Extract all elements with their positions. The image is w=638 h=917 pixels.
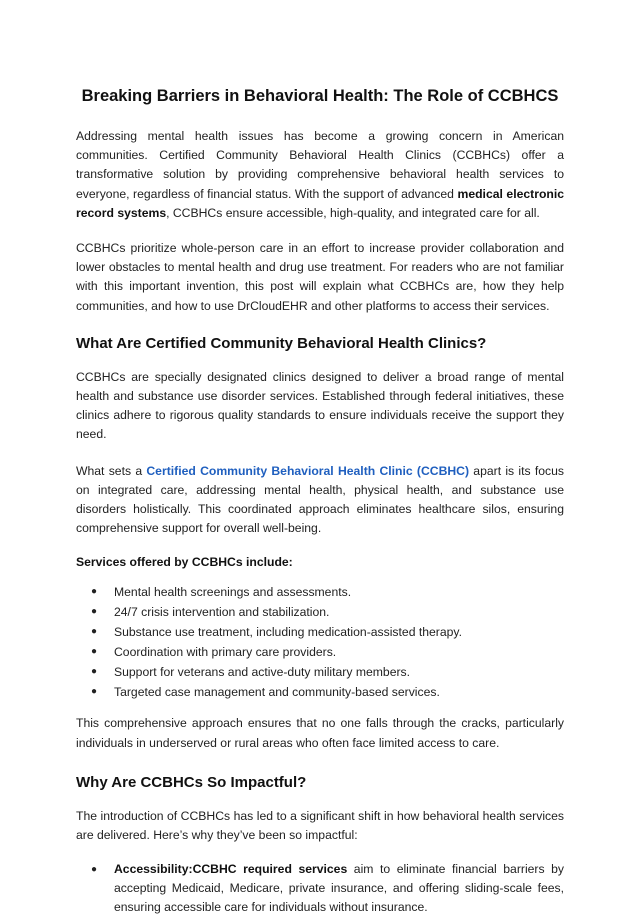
document-content — [76, 86, 564, 917]
intro-paragraph-1 — [76, 127, 564, 223]
section1-p2-text-a: What sets a — [76, 463, 147, 478]
services-list — [76, 582, 564, 702]
bullet-icon: ● — [91, 864, 98, 876]
list-item: ● Targeted case management and community-based services. — [76, 682, 564, 702]
section-heading-what-are-ccbhcs: What Are Certified Community Behavioral Health Clinics? — [76, 334, 487, 352]
list-item: ● Substance use treatment, including medication-assisted therapy. — [76, 622, 564, 642]
page-title: Breaking Barriers in Behavioral Health: The Role of CCBHCS — [81, 87, 559, 105]
accessibility-text: aim to eliminate financial barriers by accepting Medicaid, Medicare, private insurance, and offering sliding-scale fees, ensuring accessible care for individuals without insurance. — [114, 862, 565, 915]
bullet-icon: ● — [91, 646, 98, 658]
list-item: ● Mental health screenings and assessments. — [76, 582, 564, 602]
bullet-icon: ● — [91, 686, 98, 698]
intro-p1-text-b: , CCBHCs ensure accessible, high-quality, and integrated care for all. — [166, 205, 540, 220]
section1-paragraph-1: CCBHCs are specially designated clinics designed to deliver a broad range of mental health and substance use disorder services. Established through federal initiatives, these clinics adhere to rigorous quality standards to ensure individuals receive the support they need. — [76, 369, 564, 442]
intro-paragraph-2: CCBHCs prioritize whole-person care in an effort to increase provider collaboration and lower obstacles to mental health and drug use treatment. For readers who are not familiar with this important invention, this post will explain what CCBHCs are, how they help communities, and how to use DrCloudEHR and other platforms to access their services. — [76, 241, 564, 313]
section-heading-why-impactful: Why Are CCBHCs So Impactful? — [76, 773, 307, 791]
bullet-icon: ● — [91, 586, 98, 598]
list-item — [76, 860, 564, 917]
bullet-icon: ● — [91, 666, 98, 678]
services-heading: Services offered by CCBHCs include: — [76, 555, 293, 570]
section2-paragraph-1: The introduction of CCBHCs has led to a significant shift in how behavioral health services are delivered. Here’s why they’ve been so impactful: — [76, 808, 564, 843]
emr-link-text[interactable]: medical electronic record systems — [76, 186, 564, 220]
list-item: ● Support for veterans and active-duty military members. — [76, 662, 564, 682]
intro-p1-text-a: Addressing mental health issues has become a growing concern in American communities. Certified Community Behavioral Health Clinics (CCBHCs) offer a transformative solution by providing comprehensive behavioral health services to everyone, regardless of financial status. With the support of advanced — [76, 129, 564, 201]
list-item: ● 24/7 crisis intervention and stabilization. — [76, 602, 564, 622]
section1-p2-text-b: apart is its focus on integrated care, addressing mental health, physical health, and substance use disorders holistically. This coordinated approach eliminates healthcare silos, ensuring comprehensive support for overall well-being. — [76, 463, 564, 536]
bullet-icon: ● — [91, 626, 98, 638]
list-item: ● Coordination with primary care providers. — [76, 642, 564, 662]
section1-paragraph-2 — [76, 462, 564, 539]
accessibility-link-text[interactable]: Accessibility:CCBHC required services — [114, 862, 348, 877]
impact-list — [76, 860, 564, 917]
section1-paragraph-3: This comprehensive approach ensures that no one falls through the cracks, particularly individuals in underserved or rural areas who often face limited access to care. — [76, 716, 564, 750]
ccbhc-link[interactable]: Certified Community Behavioral Health Clinic (CCBHC) — [146, 463, 470, 478]
bullet-icon: ● — [91, 606, 98, 618]
